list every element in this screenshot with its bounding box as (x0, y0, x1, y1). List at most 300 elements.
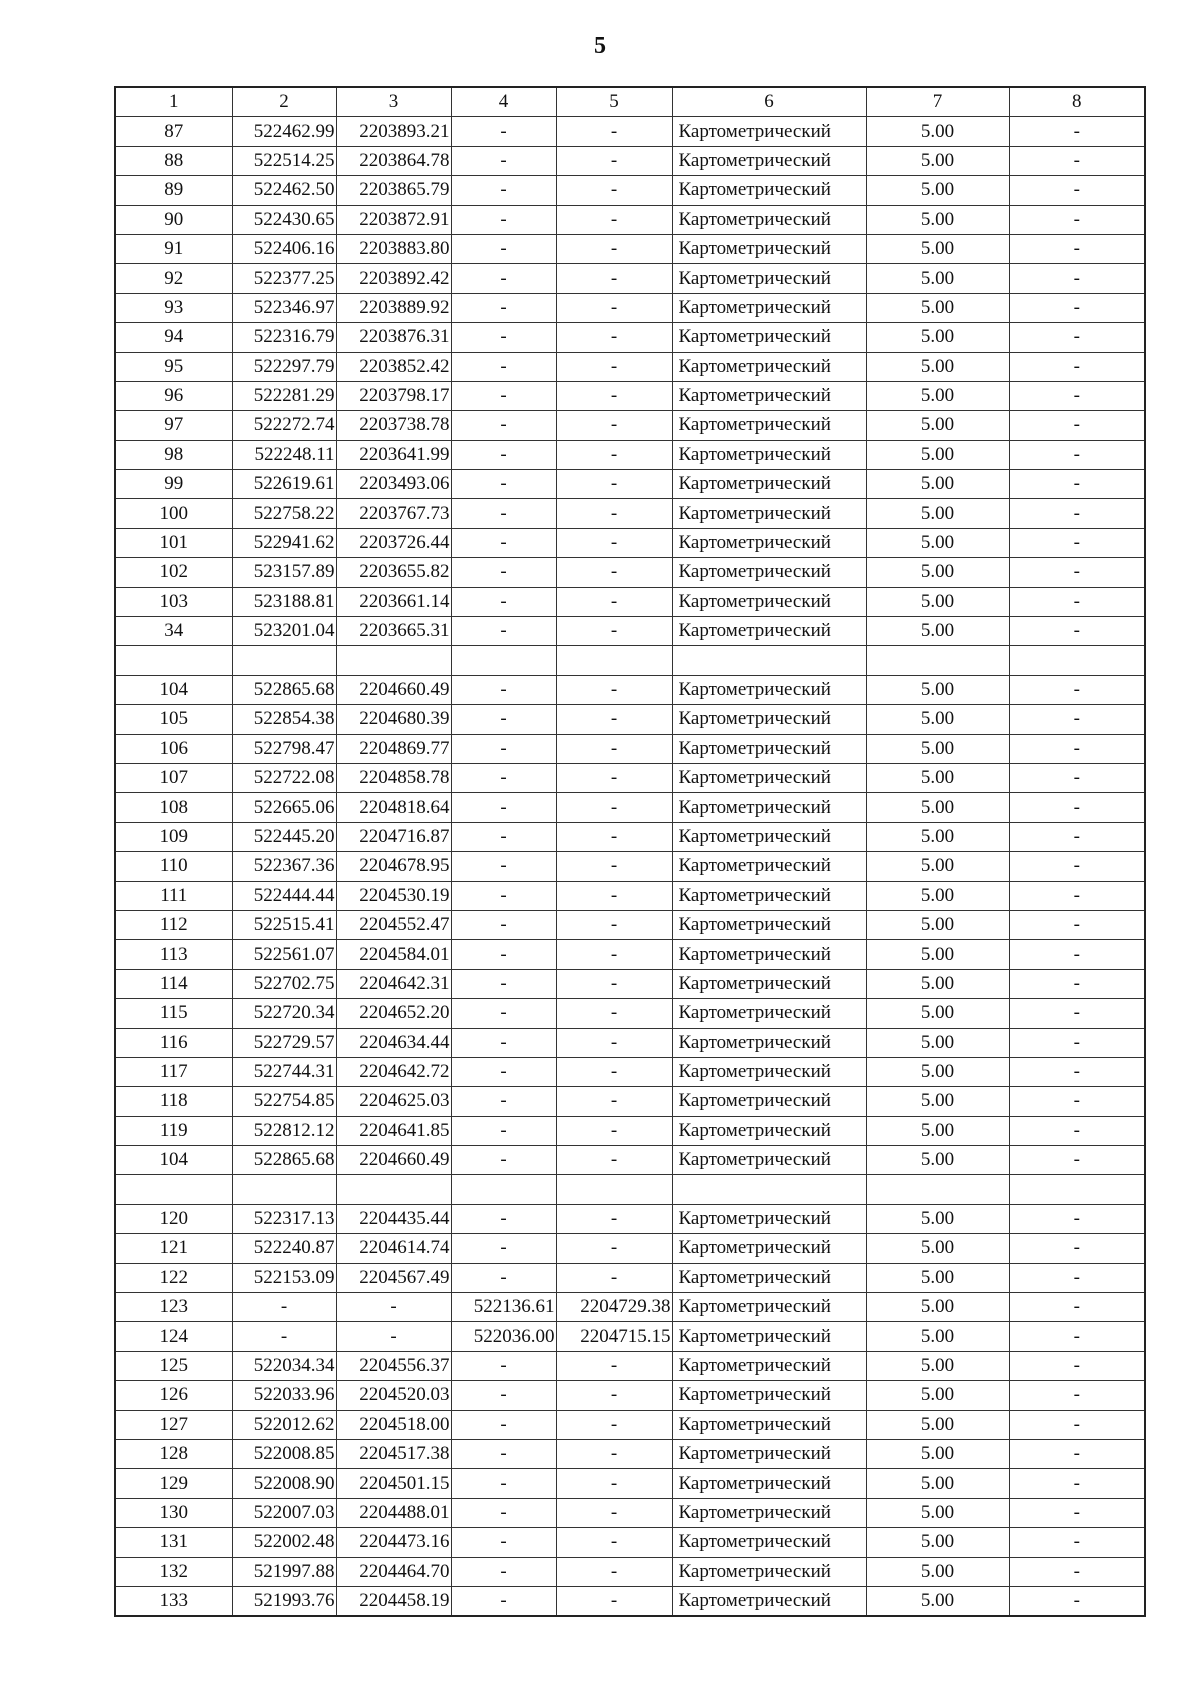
point-number-cell: 111 (115, 881, 232, 910)
description-cell: - (1009, 323, 1145, 352)
method-cell: Картометрический (672, 146, 866, 175)
point-number-cell: 119 (115, 1116, 232, 1145)
point-number-cell: 133 (115, 1586, 232, 1616)
method-cell: Картометрический (672, 440, 866, 469)
table-row (115, 1381, 1145, 1410)
point-number-cell: 113 (115, 940, 232, 969)
accuracy-cell: 5.00 (866, 1057, 1009, 1086)
table-row (115, 323, 1145, 352)
y-coordinate-cell: 2203641.99 (336, 440, 451, 469)
table-row (115, 293, 1145, 322)
y-new-cell: - (556, 940, 672, 969)
x-coordinate-cell: 522033.96 (232, 1381, 336, 1410)
coordinates-table (114, 86, 1146, 1617)
method-cell: Картометрический (672, 1057, 866, 1086)
accuracy-cell: 5.00 (866, 1528, 1009, 1557)
x-new-cell: - (451, 1410, 556, 1439)
description-cell: - (1009, 1586, 1145, 1616)
table-row (115, 470, 1145, 499)
x-coordinate-cell: 522854.38 (232, 705, 336, 734)
x-coordinate-cell: 522240.87 (232, 1234, 336, 1263)
y-coordinate-cell: 2204652.20 (336, 999, 451, 1028)
y-new-cell: - (556, 1498, 672, 1527)
point-number-cell: 95 (115, 352, 232, 381)
point-number-cell: 129 (115, 1469, 232, 1498)
accuracy-cell: 5.00 (866, 440, 1009, 469)
x-coordinate-cell: 522445.20 (232, 822, 336, 851)
y-new-cell: - (556, 1528, 672, 1557)
point-number-cell: 93 (115, 293, 232, 322)
x-coordinate-cell: 522720.34 (232, 999, 336, 1028)
description-cell: - (1009, 763, 1145, 792)
point-number-cell: 98 (115, 440, 232, 469)
description-cell: - (1009, 293, 1145, 322)
y-new-cell: - (556, 852, 672, 881)
description-cell (1009, 646, 1145, 675)
x-new-cell: - (451, 499, 556, 528)
column-header-3: 3 (336, 87, 451, 117)
x-new-cell: - (451, 1381, 556, 1410)
method-cell: Картометрический (672, 852, 866, 881)
method-cell: Картометрический (672, 234, 866, 263)
x-coordinate-cell: 522007.03 (232, 1498, 336, 1527)
accuracy-cell: 5.00 (866, 205, 1009, 234)
x-new-cell: - (451, 1204, 556, 1233)
accuracy-cell: 5.00 (866, 117, 1009, 146)
method-cell: Картометрический (672, 1204, 866, 1233)
accuracy-cell: 5.00 (866, 910, 1009, 939)
description-cell: - (1009, 1439, 1145, 1468)
table-row (115, 1528, 1145, 1557)
y-new-cell: - (556, 205, 672, 234)
x-new-cell: - (451, 940, 556, 969)
description-cell: - (1009, 587, 1145, 616)
method-cell: Картометрический (672, 763, 866, 792)
point-number-cell: 131 (115, 1528, 232, 1557)
table-row (115, 205, 1145, 234)
method-cell: Картометрический (672, 734, 866, 763)
y-coordinate-cell: 2204435.44 (336, 1204, 451, 1233)
x-coordinate-cell: 522008.85 (232, 1439, 336, 1468)
accuracy-cell: 5.00 (866, 1498, 1009, 1527)
description-cell: - (1009, 1146, 1145, 1175)
y-new-cell: - (556, 176, 672, 205)
accuracy-cell: 5.00 (866, 852, 1009, 881)
point-number-cell: 99 (115, 470, 232, 499)
y-new-cell: - (556, 1381, 672, 1410)
x-new-cell: - (451, 411, 556, 440)
table-gap-row (115, 1175, 1145, 1204)
x-coordinate-cell: 522729.57 (232, 1028, 336, 1057)
description-cell: - (1009, 470, 1145, 499)
x-coordinate-cell (232, 646, 336, 675)
y-coordinate-cell: 2204556.37 (336, 1351, 451, 1380)
x-coordinate-cell: 522406.16 (232, 234, 336, 263)
accuracy-cell: 5.00 (866, 675, 1009, 704)
point-number-cell: 125 (115, 1351, 232, 1380)
description-cell: - (1009, 528, 1145, 557)
point-number-cell: 90 (115, 205, 232, 234)
x-new-cell: - (451, 205, 556, 234)
y-new-cell: - (556, 1263, 672, 1292)
description-cell: - (1009, 705, 1145, 734)
accuracy-cell: 5.00 (866, 1410, 1009, 1439)
x-coordinate-cell: 522865.68 (232, 675, 336, 704)
table-row (115, 234, 1145, 263)
y-coordinate-cell: 2204567.49 (336, 1263, 451, 1292)
table-row (115, 1410, 1145, 1439)
x-coordinate-cell: 522281.29 (232, 381, 336, 410)
accuracy-cell: 5.00 (866, 1469, 1009, 1498)
table-row (115, 1204, 1145, 1233)
accuracy-cell: 5.00 (866, 176, 1009, 205)
accuracy-cell: 5.00 (866, 1028, 1009, 1057)
point-number-cell: 132 (115, 1557, 232, 1586)
method-cell: Картометрический (672, 1557, 866, 1586)
accuracy-cell: 5.00 (866, 1234, 1009, 1263)
y-coordinate-cell: 2204584.01 (336, 940, 451, 969)
accuracy-cell: 5.00 (866, 323, 1009, 352)
x-coordinate-cell: 522346.97 (232, 293, 336, 322)
accuracy-cell: 5.00 (866, 470, 1009, 499)
method-cell: Картометрический (672, 969, 866, 998)
description-cell (1009, 1175, 1145, 1204)
point-number-cell: 124 (115, 1322, 232, 1351)
method-cell: Картометрический (672, 1116, 866, 1145)
x-coordinate-cell: - (232, 1322, 336, 1351)
y-new-cell: - (556, 1116, 672, 1145)
accuracy-cell: 5.00 (866, 411, 1009, 440)
y-new-cell: - (556, 763, 672, 792)
y-coordinate-cell: 2204501.15 (336, 1469, 451, 1498)
y-coordinate-cell: 2204625.03 (336, 1087, 451, 1116)
accuracy-cell (866, 1175, 1009, 1204)
table-row (115, 440, 1145, 469)
table-row (115, 264, 1145, 293)
point-number-cell: 112 (115, 910, 232, 939)
accuracy-cell: 5.00 (866, 940, 1009, 969)
point-number-cell: 109 (115, 822, 232, 851)
table-row (115, 969, 1145, 998)
method-cell: Картометрический (672, 1410, 866, 1439)
description-cell: - (1009, 176, 1145, 205)
point-number-cell (115, 1175, 232, 1204)
x-new-cell: - (451, 528, 556, 557)
description-cell: - (1009, 1351, 1145, 1380)
accuracy-cell: 5.00 (866, 1293, 1009, 1322)
x-coordinate-cell: 522702.75 (232, 969, 336, 998)
description-cell: - (1009, 969, 1145, 998)
x-new-cell: - (451, 1087, 556, 1116)
table-row (115, 1557, 1145, 1586)
y-new-cell: - (556, 1586, 672, 1616)
accuracy-cell: 5.00 (866, 528, 1009, 557)
method-cell: Картометрический (672, 1528, 866, 1557)
accuracy-cell: 5.00 (866, 822, 1009, 851)
y-coordinate-cell: 2204520.03 (336, 1381, 451, 1410)
table-row (115, 117, 1145, 146)
x-coordinate-cell: 522561.07 (232, 940, 336, 969)
description-cell: - (1009, 1528, 1145, 1557)
x-new-cell: - (451, 440, 556, 469)
table-row (115, 999, 1145, 1028)
table-row (115, 411, 1145, 440)
y-new-cell: - (556, 793, 672, 822)
x-new-cell: - (451, 1146, 556, 1175)
description-cell: - (1009, 1057, 1145, 1086)
method-cell: Картометрический (672, 1293, 866, 1322)
x-coordinate-cell: 523188.81 (232, 587, 336, 616)
method-cell: Картометрический (672, 264, 866, 293)
point-number-cell: 130 (115, 1498, 232, 1527)
point-number-cell: 34 (115, 617, 232, 646)
y-new-cell: - (556, 910, 672, 939)
table-row (115, 1057, 1145, 1086)
x-new-cell: - (451, 1528, 556, 1557)
x-new-cell: - (451, 176, 556, 205)
description-cell: - (1009, 617, 1145, 646)
y-new-cell: - (556, 411, 672, 440)
method-cell: Картометрический (672, 1439, 866, 1468)
description-cell: - (1009, 1234, 1145, 1263)
y-coordinate-cell: 2203892.42 (336, 264, 451, 293)
method-cell: Картометрический (672, 1498, 866, 1527)
x-coordinate-cell: 522754.85 (232, 1087, 336, 1116)
method-cell: Картометрический (672, 205, 866, 234)
x-coordinate-cell: 522367.36 (232, 852, 336, 881)
x-new-cell: - (451, 323, 556, 352)
method-cell: Картометрический (672, 1146, 866, 1175)
y-new-cell: - (556, 1234, 672, 1263)
method-cell: Картометрический (672, 323, 866, 352)
accuracy-cell: 5.00 (866, 1146, 1009, 1175)
accuracy-cell: 5.00 (866, 617, 1009, 646)
y-new-cell: - (556, 881, 672, 910)
y-new-cell: 2204729.38 (556, 1293, 672, 1322)
accuracy-cell: 5.00 (866, 1087, 1009, 1116)
method-cell: Картометрический (672, 793, 866, 822)
description-cell: - (1009, 793, 1145, 822)
x-coordinate-cell (232, 1175, 336, 1204)
y-coordinate-cell (336, 1175, 451, 1204)
column-header-4: 4 (451, 87, 556, 117)
y-new-cell: - (556, 528, 672, 557)
y-coordinate-cell: 2204518.00 (336, 1410, 451, 1439)
y-new-cell: - (556, 1410, 672, 1439)
page-number: 5 (594, 33, 606, 59)
point-number-cell: 100 (115, 499, 232, 528)
column-header-1: 1 (115, 87, 232, 117)
description-cell: - (1009, 1381, 1145, 1410)
table-row (115, 1498, 1145, 1527)
method-cell: Картометрический (672, 381, 866, 410)
y-new-cell: - (556, 822, 672, 851)
accuracy-cell: 5.00 (866, 1263, 1009, 1292)
description-cell: - (1009, 1322, 1145, 1351)
x-new-cell: - (451, 1557, 556, 1586)
x-coordinate-cell: 522515.41 (232, 910, 336, 939)
method-cell: Картометрический (672, 1469, 866, 1498)
x-new-cell: - (451, 852, 556, 881)
description-cell: - (1009, 1410, 1145, 1439)
x-new-cell (451, 1175, 556, 1204)
y-coordinate-cell: 2203865.79 (336, 176, 451, 205)
accuracy-cell: 5.00 (866, 969, 1009, 998)
y-new-cell: - (556, 440, 672, 469)
x-new-cell: - (451, 999, 556, 1028)
column-header-5: 5 (556, 87, 672, 117)
x-coordinate-cell: 521993.76 (232, 1586, 336, 1616)
table-row (115, 705, 1145, 734)
y-new-cell: - (556, 734, 672, 763)
table-row (115, 1234, 1145, 1263)
y-coordinate-cell: 2203665.31 (336, 617, 451, 646)
y-new-cell: - (556, 323, 672, 352)
y-coordinate-cell: 2204642.31 (336, 969, 451, 998)
point-number-cell: 102 (115, 558, 232, 587)
y-coordinate-cell: 2204858.78 (336, 763, 451, 792)
description-cell: - (1009, 1087, 1145, 1116)
description-cell: - (1009, 1263, 1145, 1292)
description-cell: - (1009, 734, 1145, 763)
method-cell: Картометрический (672, 293, 866, 322)
table-row (115, 1087, 1145, 1116)
accuracy-cell: 5.00 (866, 1351, 1009, 1380)
x-new-cell: 522136.61 (451, 1293, 556, 1322)
point-number-cell: 91 (115, 234, 232, 263)
description-cell: - (1009, 499, 1145, 528)
x-coordinate-cell: 522272.74 (232, 411, 336, 440)
x-coordinate-cell: 522941.62 (232, 528, 336, 557)
description-cell: - (1009, 852, 1145, 881)
point-number-cell: 97 (115, 411, 232, 440)
y-coordinate-cell: 2203767.73 (336, 499, 451, 528)
method-cell: Картометрический (672, 940, 866, 969)
description-cell: - (1009, 999, 1145, 1028)
y-coordinate-cell: 2204660.49 (336, 1146, 451, 1175)
y-coordinate-cell: 2204818.64 (336, 793, 451, 822)
y-new-cell: - (556, 234, 672, 263)
accuracy-cell: 5.00 (866, 1557, 1009, 1586)
accuracy-cell: 5.00 (866, 264, 1009, 293)
table-row (115, 763, 1145, 792)
table-row (115, 1028, 1145, 1057)
method-cell: Картометрический (672, 117, 866, 146)
y-new-cell: - (556, 1557, 672, 1586)
point-number-cell: 110 (115, 852, 232, 881)
y-new-cell: - (556, 499, 672, 528)
y-coordinate-cell: 2204517.38 (336, 1439, 451, 1468)
accuracy-cell: 5.00 (866, 1204, 1009, 1233)
x-coordinate-cell: 522744.31 (232, 1057, 336, 1086)
table-row (115, 1469, 1145, 1498)
method-cell: Картометрический (672, 176, 866, 205)
method-cell: Картометрический (672, 1322, 866, 1351)
y-new-cell: - (556, 558, 672, 587)
accuracy-cell: 5.00 (866, 381, 1009, 410)
x-new-cell: - (451, 264, 556, 293)
x-new-cell: - (451, 381, 556, 410)
table-row (115, 499, 1145, 528)
y-coordinate-cell: 2203655.82 (336, 558, 451, 587)
y-new-cell: - (556, 587, 672, 616)
x-new-cell: - (451, 1234, 556, 1263)
point-number-cell: 106 (115, 734, 232, 763)
table-row (115, 1146, 1145, 1175)
description-cell: - (1009, 381, 1145, 410)
x-coordinate-cell: 522430.65 (232, 205, 336, 234)
method-cell: Картометрический (672, 528, 866, 557)
y-coordinate-cell: 2204869.77 (336, 734, 451, 763)
description-cell: - (1009, 264, 1145, 293)
table-row (115, 1351, 1145, 1380)
x-coordinate-cell: 522034.34 (232, 1351, 336, 1380)
column-header-2: 2 (232, 87, 336, 117)
y-coordinate-cell: - (336, 1293, 451, 1322)
method-cell: Картометрический (672, 587, 866, 616)
y-coordinate-cell: 2203872.91 (336, 205, 451, 234)
point-number-cell: 103 (115, 587, 232, 616)
point-number-cell: 88 (115, 146, 232, 175)
y-new-cell: - (556, 1469, 672, 1498)
y-coordinate-cell: 2203726.44 (336, 528, 451, 557)
x-new-cell: - (451, 352, 556, 381)
x-coordinate-cell: 523157.89 (232, 558, 336, 587)
point-number-cell: 120 (115, 1204, 232, 1233)
method-cell: Картометрический (672, 470, 866, 499)
method-cell: Картометрический (672, 822, 866, 851)
x-coordinate-cell: 522317.13 (232, 1204, 336, 1233)
table-body (115, 117, 1145, 1616)
accuracy-cell: 5.00 (866, 558, 1009, 587)
table-row (115, 558, 1145, 587)
y-new-cell: - (556, 381, 672, 410)
method-cell: Картометрический (672, 705, 866, 734)
point-number-cell: 128 (115, 1439, 232, 1468)
y-coordinate-cell (336, 646, 451, 675)
table-row (115, 675, 1145, 704)
accuracy-cell: 5.00 (866, 1439, 1009, 1468)
table-row (115, 881, 1145, 910)
method-cell: Картометрический (672, 881, 866, 910)
y-new-cell: 2204715.15 (556, 1322, 672, 1351)
accuracy-cell: 5.00 (866, 234, 1009, 263)
point-number-cell: 92 (115, 264, 232, 293)
y-coordinate-cell: 2203889.92 (336, 293, 451, 322)
x-coordinate-cell: 523201.04 (232, 617, 336, 646)
table-row (115, 1116, 1145, 1145)
y-coordinate-cell: 2203661.14 (336, 587, 451, 616)
description-cell: - (1009, 910, 1145, 939)
y-new-cell: - (556, 470, 672, 499)
description-cell: - (1009, 1116, 1145, 1145)
y-new-cell: - (556, 264, 672, 293)
description-cell: - (1009, 440, 1145, 469)
table-row (115, 176, 1145, 205)
x-coordinate-cell: 521997.88 (232, 1557, 336, 1586)
x-new-cell: - (451, 675, 556, 704)
y-new-cell (556, 646, 672, 675)
y-new-cell: - (556, 705, 672, 734)
y-new-cell: - (556, 675, 672, 704)
x-new-cell: - (451, 117, 556, 146)
x-new-cell: - (451, 587, 556, 616)
x-new-cell: - (451, 969, 556, 998)
y-new-cell: - (556, 1028, 672, 1057)
method-cell: Картометрический (672, 999, 866, 1028)
description-cell: - (1009, 940, 1145, 969)
method-cell: Картометрический (672, 1028, 866, 1057)
